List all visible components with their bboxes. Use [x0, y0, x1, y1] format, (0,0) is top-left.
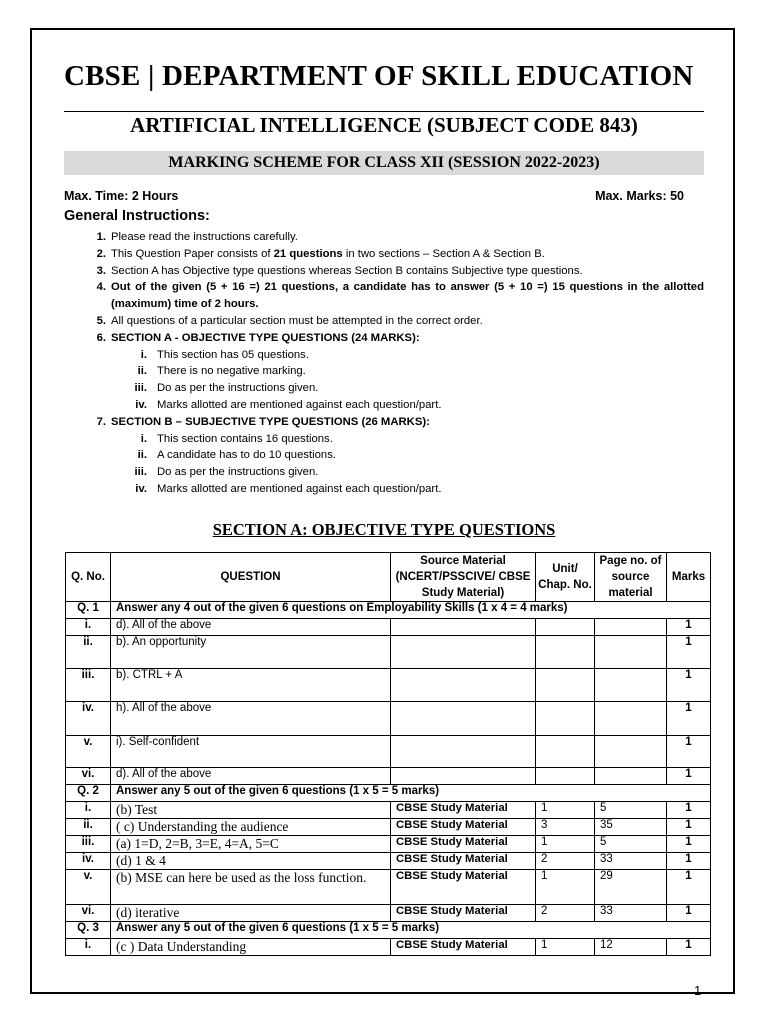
source-cell: CBSE Study Material: [391, 802, 536, 819]
instruction-item: [64, 263, 704, 280]
answer-cell: (a) 1=D, 2=B, 3=E, 4=A, 5=C: [111, 836, 391, 853]
unit-cell: [536, 619, 595, 636]
answer-cell: (d) iterative: [111, 905, 391, 922]
table-row: [66, 836, 711, 853]
question-number: Q. 2: [66, 785, 111, 802]
subitem-text: A candidate has to do 10 questions.: [157, 449, 337, 462]
sub-question-number: vi.: [66, 768, 111, 785]
unit-cell: [536, 669, 595, 702]
sub-question-number: i.: [66, 619, 111, 636]
subitem-numeral: i.: [140, 432, 147, 445]
unit-cell: [536, 736, 595, 768]
marking-table: [65, 552, 711, 956]
subitem-text: Do as per the instructions given.: [157, 382, 319, 395]
question-instruction: Answer any 4 out of the given 6 questions on Employability Skills (1 x 4 = 4 marks): [111, 602, 711, 619]
marks-cell: 1: [667, 669, 711, 702]
unit-cell: [536, 636, 595, 669]
source-cell: CBSE Study Material: [391, 939, 536, 956]
sub-question-number: ii.: [66, 636, 111, 669]
source-cell: [391, 702, 536, 736]
page-cell: [595, 619, 667, 636]
unit-cell: [536, 768, 595, 785]
subitem-numeral: i.: [140, 348, 147, 361]
unit-cell: 1: [536, 802, 595, 819]
instruction-number: 6.: [96, 331, 106, 344]
source-cell: CBSE Study Material: [391, 870, 536, 905]
instruction-text-bold: 21 questions: [273, 247, 343, 260]
marks-cell: 1: [667, 836, 711, 853]
marks-cell: 1: [667, 939, 711, 956]
general-instructions-title: General Instructions:: [64, 208, 210, 224]
marks-cell: 1: [667, 768, 711, 785]
source-cell: CBSE Study Material: [391, 819, 536, 836]
question-row: [66, 922, 711, 939]
instruction-number: 4.: [96, 281, 106, 294]
source-cell: [391, 736, 536, 768]
section-a-subitem: [64, 347, 704, 364]
source-cell: [391, 669, 536, 702]
max-marks: Max. Marks: 50: [595, 189, 684, 203]
subitem-text: Marks allotted are mentioned against each question/part.: [157, 482, 442, 495]
col-header-qno: Q. No.: [66, 553, 111, 602]
answer-cell: h). All of the above: [111, 702, 391, 736]
sub-question-number: ii.: [66, 819, 111, 836]
subitem-numeral: iii.: [134, 466, 147, 479]
sub-question-number: iii.: [66, 669, 111, 702]
title-rule: [64, 111, 704, 112]
instruction-text: All questions of a particular section must be attempted in the correct order.: [111, 314, 483, 327]
answer-cell: i). Self-confident: [111, 736, 391, 768]
question-row: [66, 785, 711, 802]
marks-cell: 1: [667, 636, 711, 669]
page-number: 1: [694, 983, 702, 998]
instruction-text-part: This Question Paper consists of: [111, 247, 274, 260]
answer-cell: (d) 1 & 4: [111, 853, 391, 870]
instruction-text: [111, 248, 545, 260]
marking-scheme-banner: MARKING SCHEME FOR CLASS XII (SESSION 2022-2023): [64, 151, 704, 175]
subitem-numeral: iii.: [134, 382, 147, 395]
section-b-subitem: [64, 481, 704, 498]
sub-question-number: iv.: [66, 853, 111, 870]
page-cell: 12: [595, 939, 667, 956]
page-cell: 5: [595, 836, 667, 853]
subitem-numeral: iv.: [135, 398, 147, 411]
subitem-text: Marks allotted are mentioned against each question/part.: [157, 398, 442, 411]
source-cell: CBSE Study Material: [391, 905, 536, 922]
subitem-text: There is no negative marking.: [157, 365, 306, 378]
answer-cell: d). All of the above: [111, 768, 391, 785]
sub-question-number: iii.: [66, 836, 111, 853]
unit-cell: 3: [536, 819, 595, 836]
answer-cell: d). All of the above: [111, 619, 391, 636]
table-row: [66, 870, 711, 905]
instruction-item: [64, 330, 704, 347]
table-row: [66, 853, 711, 870]
instruction-item: [64, 229, 704, 246]
section-b-subitem: [64, 447, 704, 464]
marks-cell: 1: [667, 853, 711, 870]
instruction-number: 1.: [96, 231, 106, 243]
marks-cell: 1: [667, 819, 711, 836]
subitem-numeral: ii.: [137, 365, 147, 378]
page-cell: [595, 736, 667, 768]
instruction-number: 2.: [96, 247, 106, 260]
page-cell: 29: [595, 870, 667, 905]
marks-cell: 1: [667, 870, 711, 905]
sub-question-number: v.: [66, 870, 111, 905]
table-row: [66, 669, 711, 702]
instruction-text: Please read the instructions carefully.: [111, 231, 298, 243]
page-cell: [595, 669, 667, 702]
subject-title: ARTIFICIAL INTELLIGENCE (SUBJECT CODE 843): [130, 113, 638, 137]
instructions-list: [64, 229, 704, 498]
source-cell: [391, 768, 536, 785]
unit-cell: 2: [536, 905, 595, 922]
col-header-question: QUESTION: [111, 553, 391, 602]
page-cell: [595, 768, 667, 785]
answer-cell: (b) MSE can here be used as the loss function.: [111, 870, 391, 905]
page-cell: 33: [595, 853, 667, 870]
table-row: [66, 768, 711, 785]
page-cell: [595, 702, 667, 736]
section-b-subitem: [64, 431, 704, 448]
source-cell: [391, 636, 536, 669]
instruction-item: [64, 246, 704, 263]
table-row: [66, 819, 711, 836]
instruction-text: SECTION A - OBJECTIVE TYPE QUESTIONS (24 MARKS):: [111, 331, 420, 344]
instruction-number: 3.: [96, 264, 106, 277]
marks-cell: 1: [667, 702, 711, 736]
page-cell: [595, 636, 667, 669]
question-row: [66, 602, 711, 619]
sub-question-number: i.: [66, 802, 111, 819]
unit-cell: 1: [536, 836, 595, 853]
subitem-text: Do as per the instructions given.: [157, 466, 319, 479]
col-header-page: Page no. of source material: [595, 553, 667, 602]
section-a-heading: SECTION A: OBJECTIVE TYPE QUESTIONS: [212, 520, 556, 539]
sub-question-number: i.: [66, 939, 111, 956]
page-cell: 35: [595, 819, 667, 836]
subitem-numeral: ii.: [137, 449, 147, 462]
table-row: [66, 702, 711, 736]
table-row: [66, 636, 711, 669]
marks-cell: 1: [667, 905, 711, 922]
subitem-text: This section contains 16 questions.: [157, 432, 333, 445]
unit-cell: [536, 702, 595, 736]
answer-cell: b). An opportunity: [111, 636, 391, 669]
instruction-item: [64, 414, 704, 431]
marks-cell: 1: [667, 619, 711, 636]
max-time: Max. Time: 2 Hours: [64, 189, 179, 203]
unit-cell: 2: [536, 853, 595, 870]
answer-cell: ( c) Understanding the audience: [111, 819, 391, 836]
unit-cell: 1: [536, 939, 595, 956]
table-row: [66, 802, 711, 819]
instruction-number: 7.: [96, 415, 106, 428]
marks-cell: 1: [667, 802, 711, 819]
section-a-subitem: [64, 363, 704, 380]
question-instruction: Answer any 5 out of the given 6 questions (1 x 5 = 5 marks): [111, 922, 711, 939]
subitem-numeral: iv.: [135, 482, 147, 495]
instruction-item: [64, 313, 704, 330]
instruction-number: 5.: [96, 314, 106, 327]
section-b-subitem: [64, 464, 704, 481]
table-row: [66, 939, 711, 956]
sub-question-number: vi.: [66, 905, 111, 922]
table-row: [66, 905, 711, 922]
answer-cell: (c ) Data Understanding: [111, 939, 391, 956]
page-cell: 5: [595, 802, 667, 819]
instruction-item: [64, 279, 704, 313]
answer-cell: b). CTRL + A: [111, 669, 391, 702]
page-title: CBSE | DEPARTMENT OF SKILL EDUCATION: [64, 60, 694, 92]
sub-question-number: iv.: [66, 702, 111, 736]
table-row: [66, 736, 711, 768]
instruction-text-part: in two sections – Section A & Section B.: [342, 247, 545, 260]
source-cell: CBSE Study Material: [391, 853, 536, 870]
instruction-text: SECTION B – SUBJECTIVE TYPE QUESTIONS (26 MARKS):: [111, 415, 430, 428]
section-a-subitem: [64, 397, 704, 414]
col-header-source: Source Material (NCERT/PSSCIVE/ CBSE Study Material): [391, 553, 536, 602]
question-number: Q. 1: [66, 602, 111, 619]
section-a-subitem: [64, 380, 704, 397]
marks-cell: 1: [667, 736, 711, 768]
table-header-row: [66, 553, 711, 602]
table-row: [66, 619, 711, 636]
subitem-text: This section has 05 questions.: [157, 348, 309, 361]
source-cell: CBSE Study Material: [391, 836, 536, 853]
question-instruction: Answer any 5 out of the given 6 questions (1 x 5 = 5 marks): [111, 785, 711, 802]
max-time-marks-line: [64, 189, 684, 203]
page-cell: 33: [595, 905, 667, 922]
source-cell: [391, 619, 536, 636]
sub-question-number: v.: [66, 736, 111, 768]
instruction-text: Section A has Objective type questions whereas Section B contains Subjective type questions.: [111, 264, 583, 277]
answer-cell: (b) Test: [111, 802, 391, 819]
col-header-unit: Unit/ Chap. No.: [536, 553, 595, 602]
question-number: Q. 3: [66, 922, 111, 939]
col-header-marks: Marks: [667, 553, 711, 602]
instruction-text: Out of the given (5 + 16 =) 21 questions, a candidate has to answer (5 + 10 =) 15 questions in the allotted (maximum) time of 2 hours.: [111, 281, 704, 311]
unit-cell: 1: [536, 870, 595, 905]
